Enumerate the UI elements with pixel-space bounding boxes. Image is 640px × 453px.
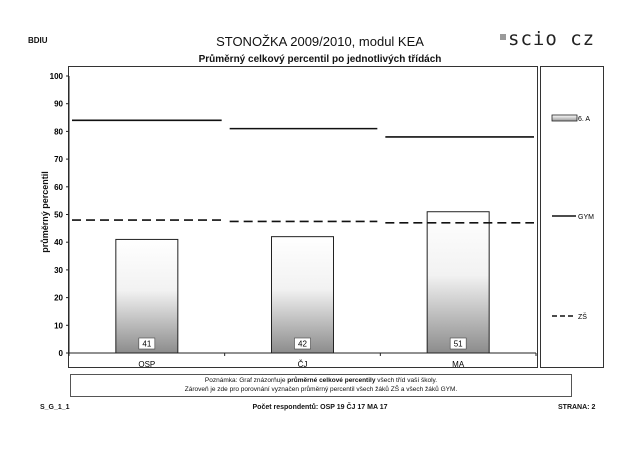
y-tick-label: 70 [54,155,63,165]
school-code: BDIU [28,36,48,45]
legend-label: GYM [578,214,594,221]
note-line-2: Zároveň je zde pro porovnání vyznačen průměrný percentil všech žáků ZŠ a všech žáků GYM. [184,386,458,393]
y-tick-label: 80 [54,127,63,137]
y-axis-label: průměrný percentil [40,171,50,253]
chart-title: Průměrný celkový percentil po jednotlivých třídách [198,54,442,65]
y-tick-label: 100 [49,72,63,81]
data-label: 51 [453,339,463,349]
scio-logo: scio cz [508,28,596,50]
legend-label: 6. A [578,116,591,123]
report-title: STONOŽKA 2009/2010, modul KEA [216,34,424,49]
bar [427,212,489,353]
y-tick-label: 40 [54,238,63,248]
x-tick-label: MA [452,360,465,369]
y-tick-label: 10 [54,321,63,331]
footer-code: S_G_1_1 [40,404,70,411]
y-tick-label: 20 [54,293,63,303]
y-tick-label: 30 [54,265,63,275]
note-line-1 [71,376,571,385]
x-tick-label: OSP [138,360,156,369]
note-prefix: Poznámka: Graf znázorňuje [204,377,288,384]
note-bold: průměrné celkové percentily [287,377,376,384]
note-suffix: všech tříd vaší školy. [375,377,438,384]
data-label: 41 [142,339,152,349]
y-tick-label: 60 [54,182,63,192]
respondent-count: Počet respondentů: OSP 19 ČJ 17 MA 17 [252,404,388,411]
note-box [70,374,572,397]
x-tick-label: ČJ [297,360,308,369]
bar [272,237,334,353]
page-number: STRANA: 2 [558,404,596,411]
data-label: 42 [298,339,307,349]
bar [116,239,178,353]
legend-swatch-bar [552,115,577,121]
y-tick-label: 0 [58,349,63,358]
legend-label: ZŠ [578,314,587,321]
y-tick-label: 90 [54,99,63,109]
y-tick-label: 50 [54,210,63,220]
